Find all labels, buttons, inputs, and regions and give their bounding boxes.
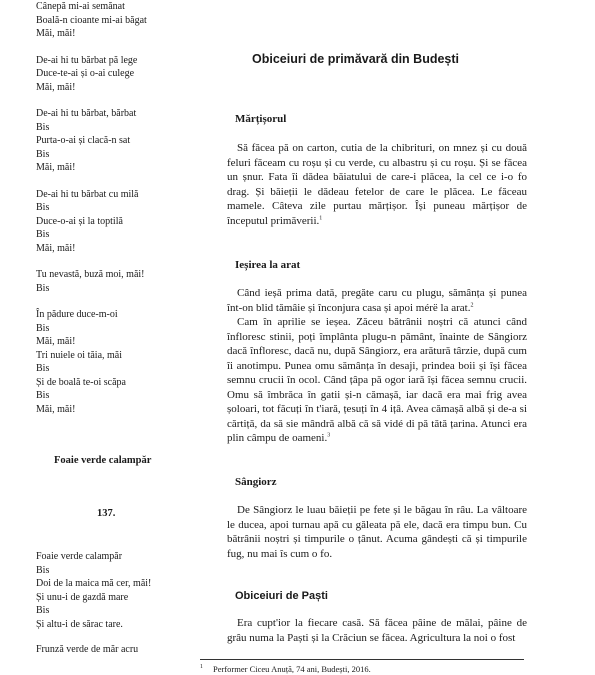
verse-block-2 — [36, 54, 206, 95]
verse-line: Doi de la maica mă cer, măi! — [36, 578, 152, 589]
footnote-divider — [200, 659, 524, 660]
verse-line: Bis — [36, 229, 50, 240]
verse-line: În pădure duce-m-oi — [36, 309, 118, 320]
paragraph: Când ieșă prima dată, pregăte caru cu plugu, sămânța și punea înt-on blid tămâie și înconjura casa și apoi mérë la arat. — [227, 287, 527, 314]
verse-line: Și unu-i de gazdă mare — [36, 591, 129, 603]
verse-line: Duce-te-ai și o-ai culege — [36, 68, 135, 79]
verse-line: Foaie verde calampăr — [36, 551, 123, 562]
verse-line: De-ai hi tu bărbat pă lege — [36, 54, 138, 66]
verse-block-1 — [36, 0, 206, 41]
section-text-iesirea — [227, 286, 527, 446]
verse-line: Bis — [36, 322, 50, 334]
section-heading-iesirea: Ieșirea la arat — [235, 259, 301, 271]
verse-line: Măi, măi! — [36, 336, 76, 347]
section-heading-martisorul: Mărțișorul — [235, 113, 287, 125]
verse-line: Bis — [36, 282, 50, 294]
paragraph: Cam în aprilie se ieșea. Zăceu bătrânii noștri că atunci când înfloresc stinii, poți împlânta plugu-n pământ, înainte de Sângiorz dacă înfloresc, dacă nu, după Sângiorz, era arătură târzie, după cum îi anotimpu. Punea omu sămânța în desaji, prindea boii și își făcea semnu crucii în ocol. Când țâpa pă ogor iară își făcea semnu crucii. Omu să îmbrăca în gatii și-n cămașă, iar dacă era mai frig avea șoloari, tot făcuți în t'iară, țesuți în 4 ițâ. Avea cămașă albă și de-a si cărtiță, da să sie mândră albă că să vidé di pă tătă țarina. Atunci era plin câmpu de oameni. — [227, 316, 527, 444]
verse-block-6 — [36, 308, 206, 416]
verse-line: Și de boală te-oi scăpa — [36, 376, 126, 388]
footnote-ref: 1 — [319, 214, 323, 221]
footnote-ref: 3 — [327, 432, 331, 439]
verse-line: Bis — [36, 605, 50, 616]
footnote-mark: 1 — [200, 664, 203, 671]
section-text-sangiorz — [227, 503, 527, 561]
verse-block-5 — [36, 268, 206, 295]
verse-line: Bis — [36, 390, 50, 401]
section-text-martisorul — [227, 141, 527, 228]
verse-block-3 — [36, 107, 206, 175]
verse-line: Măi, măi! — [36, 162, 76, 173]
verse-line: Bis — [36, 121, 50, 133]
verse-block-4 — [36, 188, 206, 256]
verse-line: Purta-o-ai și clacă-n sat — [36, 135, 131, 146]
verse-line: Bis — [36, 564, 50, 576]
footnote-ref: 2 — [470, 301, 474, 308]
verse-line: Boală-n cioante mi-ai băgat — [36, 14, 147, 26]
left-column — [36, 0, 206, 657]
section-text-pasti — [227, 616, 527, 645]
song-number: 137. — [97, 507, 116, 519]
verse-line: Bis — [36, 202, 50, 213]
verse-line: Măi, măi! — [36, 81, 76, 93]
verse-line: Măi, măi! — [36, 403, 76, 415]
footnote — [200, 664, 371, 674]
verse-line: Bis — [36, 148, 50, 160]
verse-line: Duce-o-ai și la toptilă — [36, 215, 123, 227]
verse-line: Tri nuiele oi tăia, măi — [36, 349, 123, 361]
footnote-text: Performer Ciceu Anuță, 74 ani, Budești, 2016. — [213, 664, 371, 674]
verse-line: Cânepă mi-ai semănat — [36, 1, 125, 12]
verse-line: Măi, măi! — [36, 242, 76, 254]
verse-line: Bis — [36, 363, 50, 374]
verse-line: De-ai hi tu bărbat, bărbat — [36, 108, 137, 119]
paragraph: De Sângiorz le luau băieții pe fete și le băgau în râu. La vâltoare le ducea, apoi turnau apă cu găleata pă ele, dacă era timpu bun. Cu bătrânii noștri și timpurile o țânut. Acuma gândești că și timpurile fug, nu mai îs cum o fo. — [227, 504, 527, 560]
verse-block-7 — [36, 550, 206, 631]
verse-line: Măi, măi! — [36, 28, 76, 39]
paragraph: Să făcea pă on carton, cutia de la chibrituri, on mnez și cu două feluri făceam cu roșu și cu verde, cu albastru și cu roșu. Și se făcea un șnur. Fata îi dădea băiatului de care-i plăcea, la cel ce i-o fo drag. Și băieții le dădeau fetelor de care le plăcea. Le făceau mamele. Câteva zile purtau mărțișor. Își puneau mărțișor de începutul primăverii. — [227, 142, 527, 227]
verse-line: Și altu-i de sărac tare. — [36, 618, 123, 630]
section-heading-pasti: Obiceiuri de Paști — [235, 590, 328, 602]
song-heading: Foaie verde calampăr — [54, 455, 152, 466]
paragraph: Era cupt'ior la fiecare casă. Să făcea pâine de mălai, pâine de grâu numa la Paști și la Crăciun se făcea. Agricultura la noi o fost — [227, 617, 527, 644]
verse-block-8 — [36, 643, 206, 657]
verse-line: De-ai hi tu bărbat cu milă — [36, 188, 139, 200]
section-heading-sangiorz: Sângiorz — [235, 476, 277, 488]
page-title: Obiceiuri de primăvară din Budești — [252, 52, 460, 66]
verse-line: Tu nevastă, buză moi, măi! — [36, 269, 145, 280]
verse-line: Frunză verde de măr acru — [36, 644, 139, 655]
